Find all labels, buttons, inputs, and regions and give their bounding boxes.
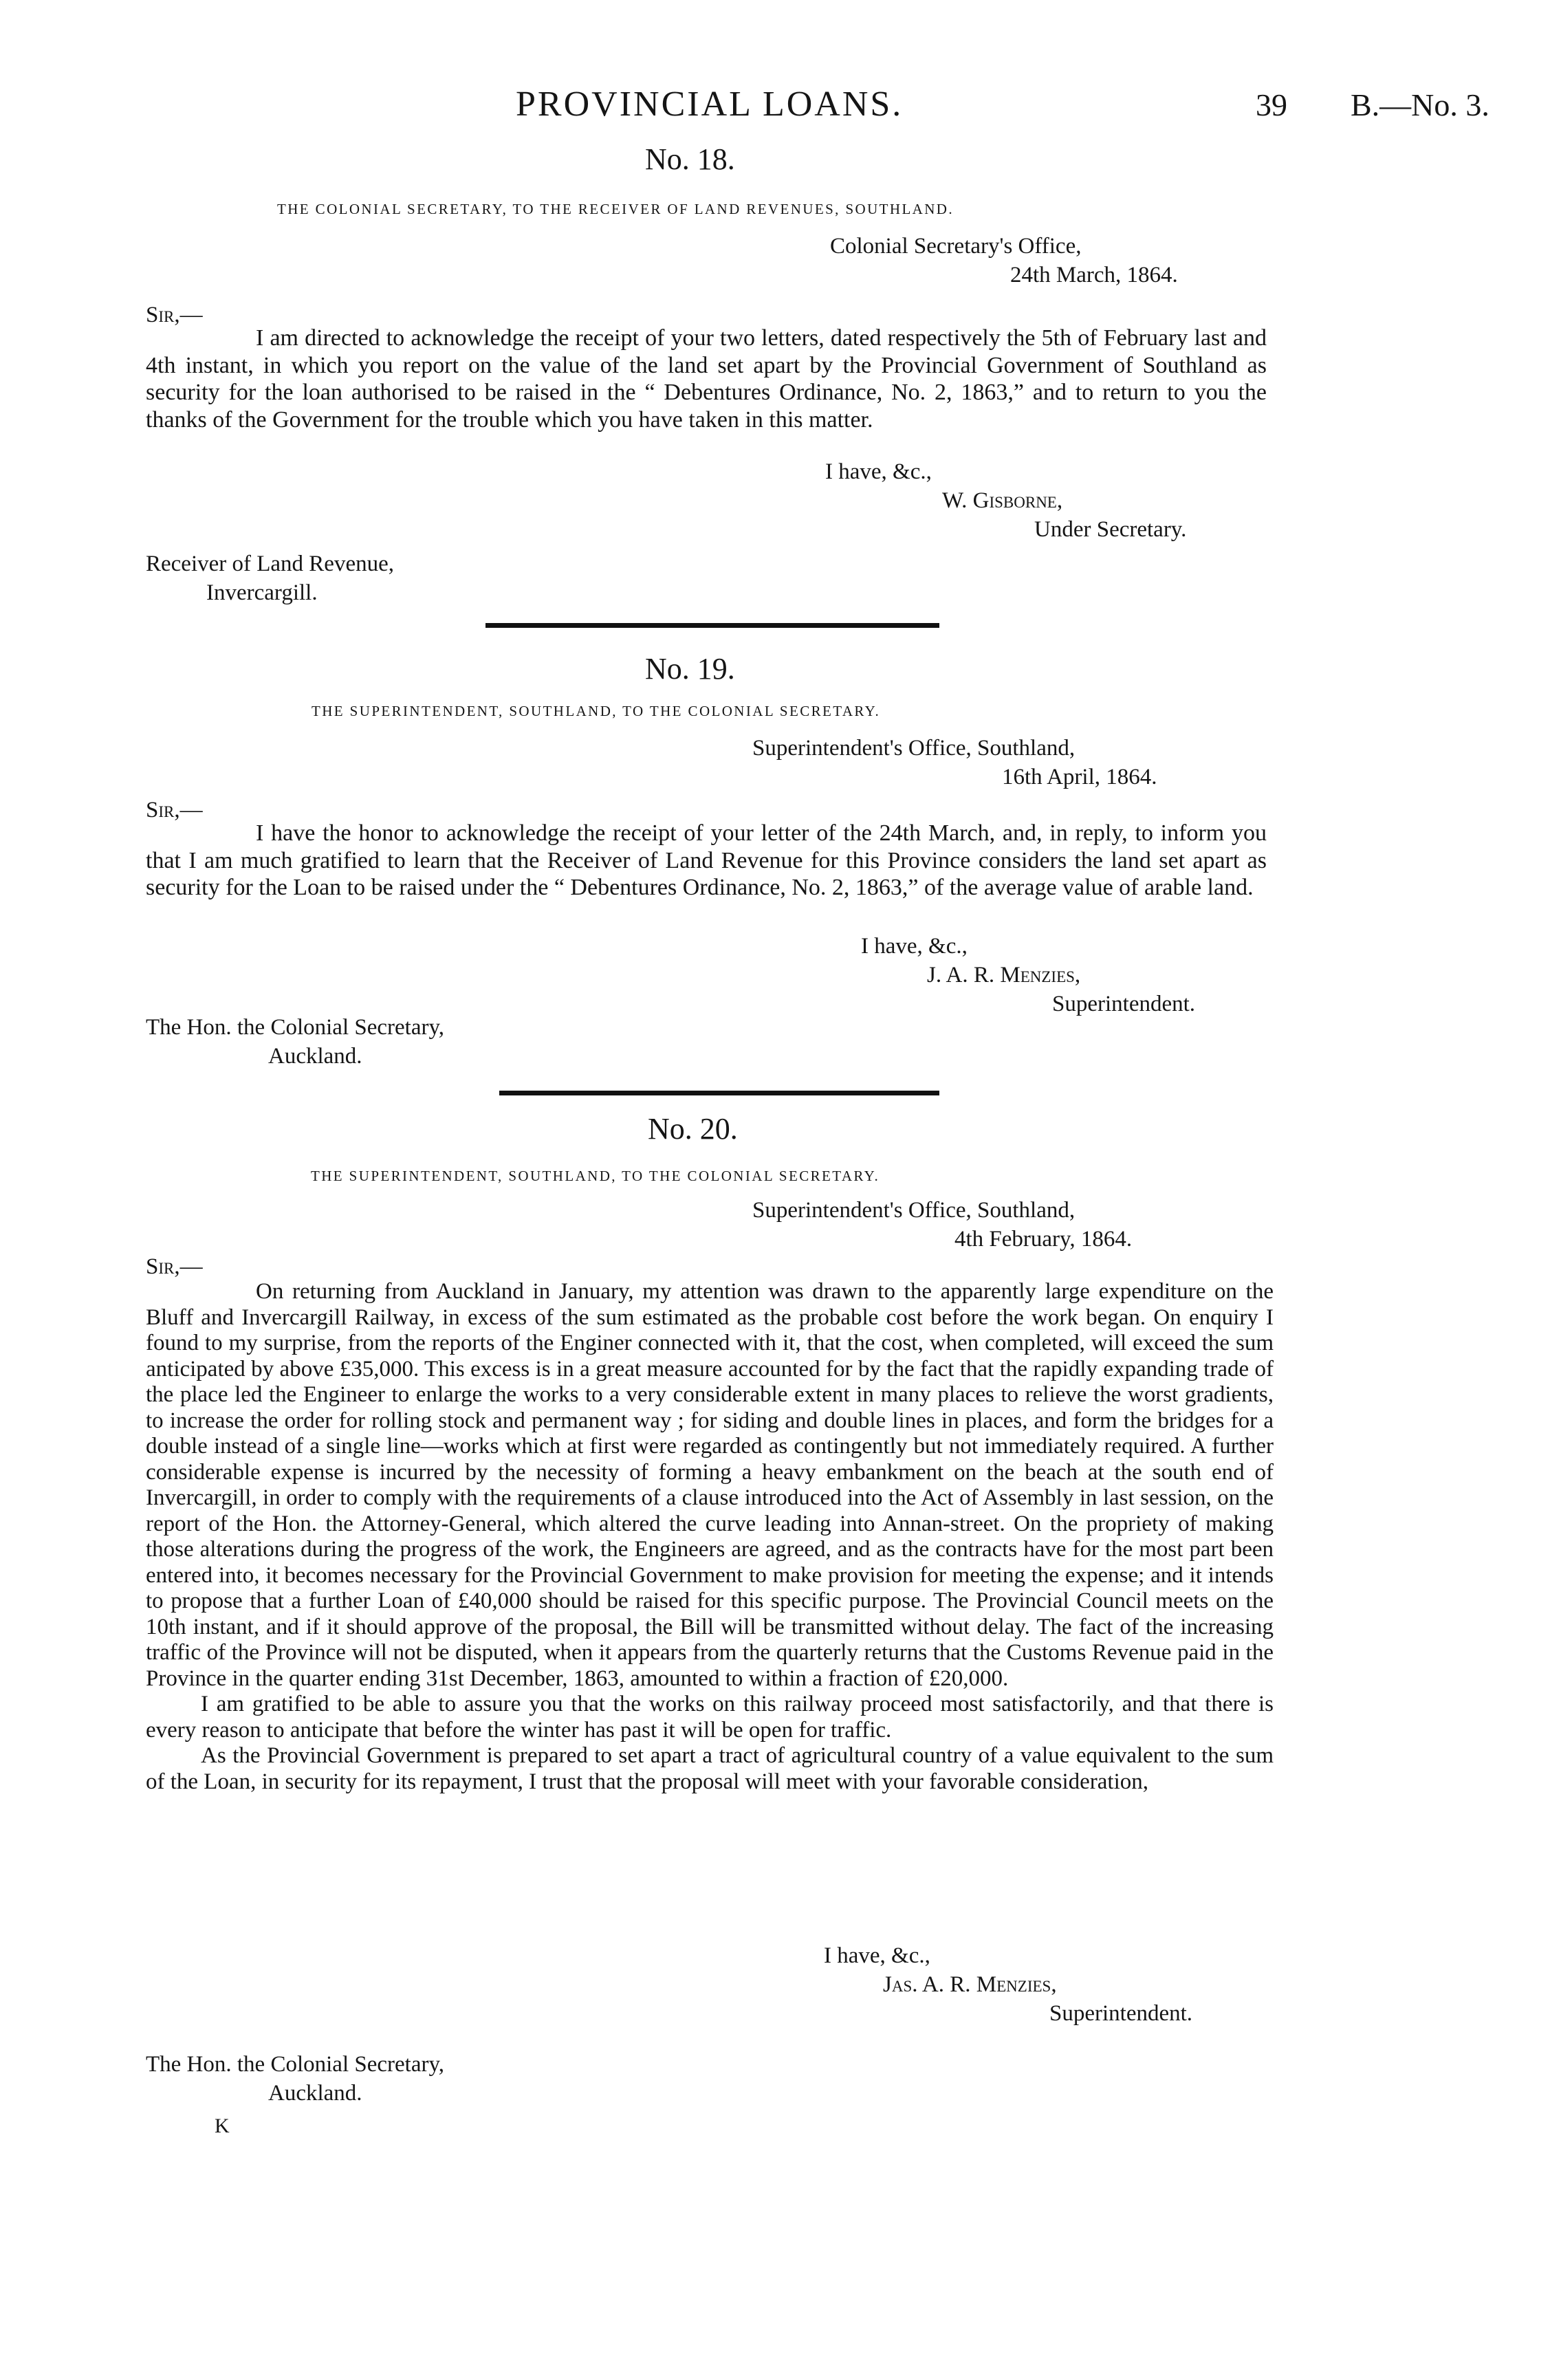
addressee-name: The Hon. the Colonial Secretary, xyxy=(146,1015,445,1040)
salutation: Sir,— xyxy=(146,303,203,327)
signatory-title: Superintendent. xyxy=(1052,992,1196,1016)
addressee-name: The Hon. the Colonial Secretary, xyxy=(146,2052,445,2077)
letter-date: 4th February, 1864. xyxy=(954,1227,1133,1252)
signatory-title: Under Secretary. xyxy=(1034,517,1187,542)
salutation: Sir,— xyxy=(146,798,203,822)
running-title: PROVINCIAL LOANS. xyxy=(516,85,904,124)
addressee-place: Invercargill. xyxy=(206,580,318,605)
letter-number: No. 18. xyxy=(645,142,735,176)
page-number: 39 xyxy=(1256,87,1287,122)
body-paragraph: I am gratified to be able to assure you that the works on this railway proceed most satisfactorily, and that there is every reason to anticipate that before the winter has past it will be open for traffic. xyxy=(146,1692,1274,1743)
letter-date: 24th March, 1864. xyxy=(1010,263,1178,287)
letter-body xyxy=(146,1279,1274,1795)
paper-reference: B.—No. 3. xyxy=(1351,87,1489,122)
letter-place: Colonial Secretary's Office, xyxy=(830,234,1082,259)
signature-mark: K xyxy=(215,2115,230,2137)
body-paragraph: On returning from Auckland in January, my attention was drawn to the apparently large expenditure on the Bluff and Invercargill Railway, in excess of the sum estimated as the probable cost before the work began. On enquiry I found to my surprise, from the reports of the Enginer connected with it, that the cost, when completed, will exceed the sum anticipated by above £35,000. This excess is in a great measure accounted for by the fact that the rapidly expanding trade of the place led the Engineer to enlarge the works to a very considerable extent in many places to relieve the worst gradients, to increase the order for rolling stock and permanent way ; for siding and double lines in places, and form the bridges for a double instead of a single line—works which at first were regarded as contingently but not immediately required. A further considerable expense is incurred by the necessity of forming a heavy embankment on the beach at the south end of Invercargill, in order to comply with the requirements of a clause introduced into the Act of Assembly in last session, on the report of the Hon. the Attorney-General, which altered the curve leading into Annan-street. On the propriety of making those alterations during the progress of the work, the Engineers are agreed, and as the contracts have for the most part been entered into, it becomes necessary for the Provincial Government to make provision for meeting the expense; and it intends to propose that a further Loan of £40,000 should be raised for this specific purpose. The Provincial Council meets on the 10th instant, and if it should approve of the proposal, the Bill will be transmitted without delay. The fact of the increasing traffic of the Province will not be disputed, when it appears from the quarterly returns that the Customs Revenue paid in the Province in the quarter ending 31st December, 1863, amounted to within a fraction of £20,000. xyxy=(146,1279,1274,1691)
section-rule xyxy=(485,623,939,628)
letter-place: Superintendent's Office, Southland, xyxy=(752,1198,1076,1223)
letter-body: I have the honor to acknowledge the receipt of your letter of the 24th March, and, in reply, to inform you that I am much gratified to learn that the Receiver of Land Revenue for this Province considers the land set apart as security for the Loan to be raised under the “ Debentures Ordinance, No. 2, 1863,” of the average value of arable land. xyxy=(146,820,1267,900)
signature: Jas. A. R. Menzies, xyxy=(883,1972,1057,1997)
addressee-name: Receiver of Land Revenue, xyxy=(146,552,395,576)
letter-date: 16th April, 1864. xyxy=(1002,765,1157,789)
section-rule xyxy=(499,1091,939,1095)
closing: I have, &c., xyxy=(824,1943,930,1968)
signatory-title: Superintendent. xyxy=(1049,2001,1193,2026)
letter-body: I am directed to acknowledge the receipt of your two letters, dated respectively the 5th of February last and 4th instant, in which you report on the value of the land set apart by the Provincial Government of Southland as security for the loan authorised to be raised in the “ Debentures Ordinance, No. 2, 1863,” and to return to you the thanks of the Government for the trouble which you have taken in this matter. xyxy=(146,325,1267,433)
closing: I have, &c., xyxy=(825,459,932,484)
salutation: Sir,— xyxy=(146,1254,203,1279)
signature: J. A. R. Menzies, xyxy=(927,963,1081,987)
addressee-place: Auckland. xyxy=(268,2081,362,2106)
closing: I have, &c., xyxy=(861,934,968,959)
letter-number: No. 20. xyxy=(648,1112,738,1146)
body-paragraph: As the Provincial Government is prepared to set apart a tract of agricultural country of a value equivalent to the sum of the Loan, in security for its repayment, I trust that the proposal will meet with your favorable consideration, xyxy=(146,1743,1274,1794)
addressee-place: Auckland. xyxy=(268,1044,362,1069)
letter-caption: THE SUPERINTENDENT, SOUTHLAND, TO THE COLONIAL SECRETARY. xyxy=(311,1168,880,1184)
letter-caption: THE COLONIAL SECRETARY, TO THE RECEIVER OF LAND REVENUES, SOUTHLAND. xyxy=(277,201,954,217)
signature: W. Gisborne, xyxy=(942,488,1063,513)
letter-number: No. 19. xyxy=(645,652,735,686)
letter-place: Superintendent's Office, Southland, xyxy=(752,736,1076,761)
letter-caption: THE SUPERINTENDENT, SOUTHLAND, TO THE COLONIAL SECRETARY. xyxy=(312,703,881,719)
